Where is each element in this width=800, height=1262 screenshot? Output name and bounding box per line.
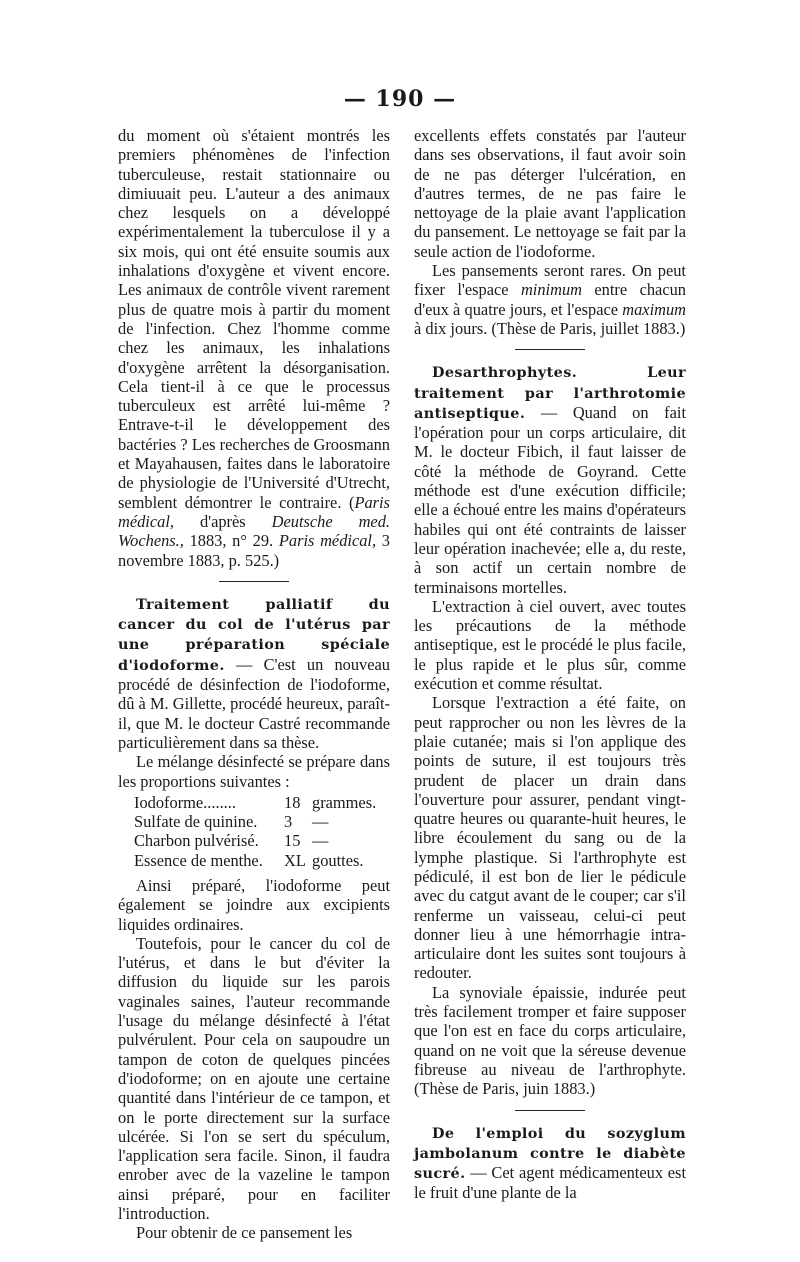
section-divider [219, 581, 289, 582]
recipe-list [118, 793, 390, 870]
paragraph: Pour obtenir de ce pansement les [136, 1223, 353, 1243]
section-divider [515, 349, 585, 350]
recipe-item: Essence de menthe. XL gouttes. [134, 850, 364, 870]
paragraph: La synoviale épaissie, indurée peut très facilement tromper et faire supposer que l'on est en face du corps articulaire, quand on ne voit que la séreuse devenue fibreuse au niveau de l'arthrophyte. (Thèse de Paris, juin 1883.) [414, 982, 686, 1099]
recipe-item: Charbon pulvérisé. 15 — [134, 831, 329, 851]
paragraph: Ainsi préparé, l'iodoforme peut également se joindre aux excipients liquides ordinaires. [118, 875, 390, 934]
section-heading: Desarthrophytes. Leur traitement par l'arthrotomie antiseptique. [414, 364, 686, 422]
section-heading-paragraph: De l'emploi du sozyglum jambolanum contre le diabète sucré. — Cet agent médicamenteux est le fruit d'une plante de la [414, 1124, 686, 1203]
paragraph: excellents effets constatés par l'auteur dans ses observations, il faut avoir soin de ne pas déterger l'ulcération, en d'autres termes, de ne pas faire le nettoyage de la plaie avant l'application du pansement. Le nettoyage se fait par la seule action de l'iodoforme. [414, 126, 686, 261]
section-heading: De l'emploi du sozyglum jambolanum contre le diabète sucré. [414, 1124, 686, 1183]
paragraph: Lorsque l'extraction a été faite, on peut rapprocher ou non les lèvres de la plaie cutanée; mais si l'on applique des points de suture, il est toujours très prudent de placer un drain dans l'ouverture pour assurer, pendant vingt-quatre heures ou quarante-huit heures, le libre écoulement du sang ou de la lymphe plastique. Si l'arthrophyte est pédiculé, il est bon de lier le pédicule avec du catgut avant de le couper; car s'il renferme un vaisseau, celui-ci peut donner lieu à une hémorrhagie intra-articulaire dont les suites sont toujours à redouter. [414, 693, 686, 983]
right-column [414, 126, 686, 1203]
recipe-item: Iodoforme........ 18 grammes. [134, 792, 377, 812]
paragraph: L'extraction à ciel ouvert, avec toutes les précautions de la méthode antiseptique, est le procédé le plus facile, le plus rapide et le plus sûr, comme exécution et comme résultat. [414, 596, 686, 694]
paragraph: Les pansements seront rares. On peut fixer l'espace minimum entre chacun d'eux à quatre jours, et l'espace maximum à dix jours. (Thèse de Paris, juillet 1883.) [414, 261, 686, 338]
section-heading-paragraph: Traitement palliatif du cancer du col de l'utérus par une préparation spéciale d'iodoforme. — C'est un nouveau procédé de désinfection de l'iodoforme, dû à M. Gillette, procédé heureux, paraît-il, que M. le docteur Castré recommande particulièrement dans sa thèse. [118, 595, 390, 752]
paragraph: Le mélange désinfecté se prépare dans les proportions suivantes : [118, 752, 390, 791]
paragraph: Toutefois, pour le cancer du col de l'utérus, et dans le but d'éviter la diffusion du liquide sur les parois vaginales saines, l'auteur recommande l'usage du mélange désinfecté à l'état pulvérulent. Pour cela on saupoudre un tampon de coton de quelques pincées d'iodoforme; on en ajoute une certaine quantité dans l'intérieur de ce tampon, et on le porte directement sur la surface ulcérée. Si l'on se sert du spéculum, l'application sera facile. Sinon, il faudra enrober avec de la vazeline le tampon ainsi préparé, pour en faciliter l'introduction. [118, 933, 390, 1224]
recipe-item: Sulfate de quinine. 3 — [134, 812, 329, 832]
section-heading: Traitement palliatif du cancer du col de l'utérus par une préparation spéciale d'iodoforme. [118, 595, 390, 674]
left-column [118, 126, 390, 1243]
page-number: — 190 — [343, 86, 457, 112]
section-divider [515, 1110, 585, 1111]
paragraph: du moment où s'étaient montrés les premiers phénomènes de l'infection tuberculeuse, restait stationnaire ou dimiuuait peu. L'auteur a des animaux chez lesquels on a développé expérimentalement la tuberculose il y a six mois, qui ont été ensuite soumis aux inhalations d'oxygène et vivent encore. Les animaux de contrôle vivent rarement plus de quatre mois à partir du moment de l'infection. Chez l'homme comme chez les animaux, les inhalations d'oxygène arrêtent la désorganisation. Cela tient-il à ce que le processus tuberculeux est arrêté lui-même ? Entrave-t-il le développement des bactéries ? Les recherches de Groosmann et Mayahausen, faites dans le laboratoire de physiologie de l'Université d'Utrecht, semblent démontrer le contraire. (Paris médical, d'après Deutsche med. Wochens., 1883, n° 29. Paris médical, 3 novembre 1883, p. 525.) [118, 126, 390, 570]
section-heading-paragraph: Desarthrophytes. Leur traitement par l'arthrotomie antiseptique. — Quand on fait l'opération pour un corps articulaire, dit M. le docteur Fibich, il faut laisser de côté la méthode de Goyrand. Cette méthode est d'une exécution difficile; elle a échoué entre les mains d'opérateurs habiles qui ont été contraints de laisser leur opération inachevée; elle a, du reste, à son actif un certain nombre de terminaisons mortelles. [414, 364, 686, 597]
